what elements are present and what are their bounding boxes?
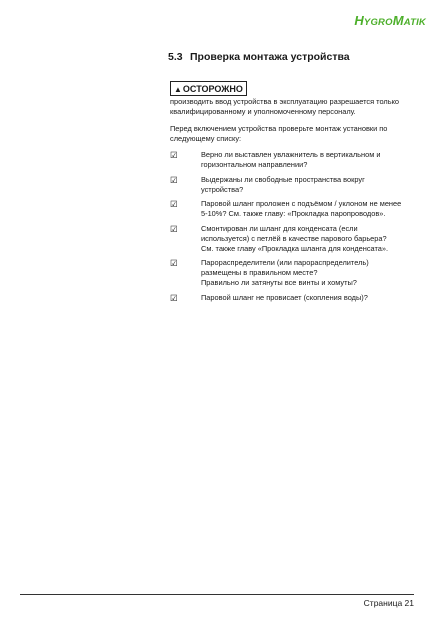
checklist-item-line: Правильно ли затянуты все винты и хомуты?: [201, 278, 357, 287]
warning-triangle-icon: ▲: [174, 85, 182, 94]
checklist-item: [170, 224, 410, 254]
checklist-item-line: устройства?: [201, 184, 244, 194]
checklist-item-line: используется) с петлёй в качестве парового барьера?: [201, 233, 387, 243]
checkbox-checked-icon: ☑: [170, 174, 178, 185]
intro-text: Перед включением устройства проверьте монтаж установки по следующему списку:: [170, 124, 388, 143]
page-number: Страница 21: [363, 598, 414, 608]
section-title: Проверка монтажа устройства: [190, 51, 350, 63]
checklist-item-line: Паровой шланг не провисает (скопления воды)?: [201, 292, 368, 302]
checklist-item: [170, 293, 410, 303]
warning-text: производить ввод устройства в эксплуатацию разрешается только квалифицированному и уполномоченному персоналу.: [170, 97, 400, 116]
warning-label: ▲ОСТОРОЖНО: [170, 81, 247, 96]
footer-divider: [20, 594, 414, 595]
checklist-item: [170, 258, 410, 288]
checkbox-checked-icon: ☑: [170, 199, 178, 209]
checklist-item: [170, 199, 410, 219]
hygromatik-logo: HYGROMATIK: [354, 13, 426, 28]
installation-checklist: [170, 150, 410, 307]
checklist-item-line: 5-10%? См. также главу: «Прокладка паропроводов».: [201, 209, 386, 218]
checklist-item-line: Парораспределители (или парораспределитель): [201, 258, 369, 267]
checklist-item-line: горизонтальном направлении?: [201, 160, 308, 169]
checkbox-checked-icon: ☑: [170, 258, 178, 268]
checklist-item: [170, 175, 410, 195]
checklist-item: [170, 150, 410, 170]
checklist-item-line: Верно ли выставлен увлажнитель в вертикальном и: [201, 150, 381, 159]
checklist-item-line: Выдержаны ли свободные пространства вокруг: [201, 174, 365, 184]
checkbox-checked-icon: ☑: [170, 223, 178, 234]
checkbox-checked-icon: ☑: [170, 292, 178, 303]
checklist-item-line: См. также главу «Прокладка шланга для конденсата».: [201, 243, 389, 253]
section-number: 5.3: [168, 51, 183, 63]
checklist-item-line: Смонтирован ли шланг для конденсата (если: [201, 223, 358, 233]
checkbox-checked-icon: ☑: [170, 150, 178, 160]
checklist-item-line: Паровой шланг проложен с подъёмом / уклоном не менее: [201, 199, 402, 208]
checklist-item-line: размещены в правильном месте?: [201, 268, 318, 277]
section-heading: [168, 51, 350, 63]
